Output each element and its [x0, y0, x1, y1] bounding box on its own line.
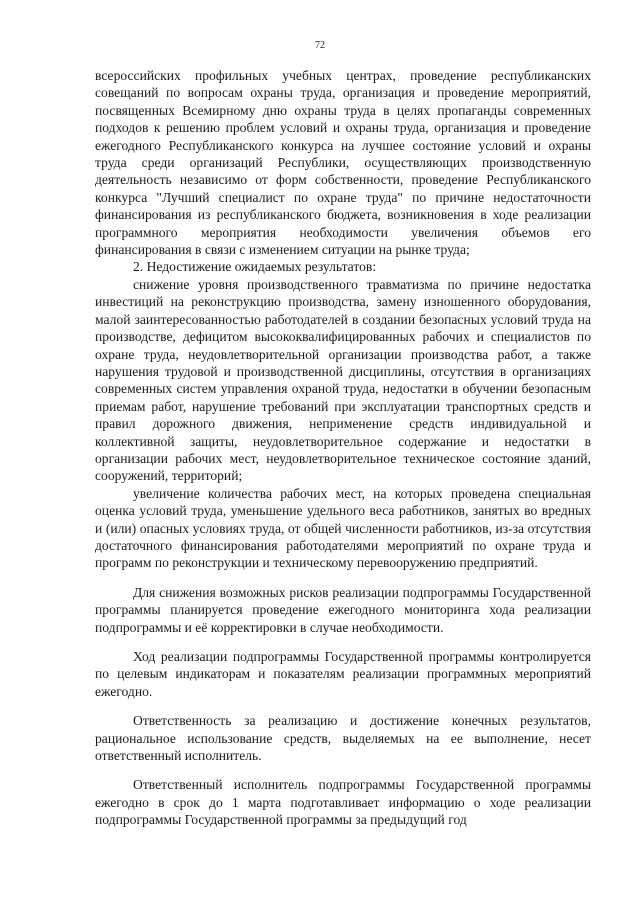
- paragraph-risk-mitigation: Для снижения возможных рисков реализации подпрограммы Государственной программы планируется проведение ежегодного мониторинга хода реализации подпрограммы и её корректировки в случае необходимости.: [95, 584, 591, 635]
- paragraph-implementation-control: Ход реализации подпрограммы Государственной программы контролируется по целевым индикаторам и показателям реализации программных мероприятий ежегодно.: [95, 649, 591, 699]
- paragraph-reporting: Ответственный исполнитель подпрограммы Государственной программы ежегодно в срок до 1 марта подготавливает информацию о ходе реализации подпрограммы Государственной программы за предыдущий год: [95, 777, 591, 828]
- document-body: [95, 67, 591, 829]
- paragraph-continued: всероссийских профильных учебных центрах, проведение республиканских совещаний по вопросам охраны труда, организация и проведение мероприятий, посвященных Всемирному дню охраны труда в целях пропаганды современных подходов к решению проблем условий и охраны труда, организация и проведение ежегодного Республиканского конкурса на лучшее состояние условий и охраны труда среди организаций Республики, осуществляющих производственную деятельность независимо от форм собственности, проведение Республиканского конкурса "Лучший специалист по охране труда" по причине недостаточности финансирования из республиканского бюджета, возникновения в ходе реализации программного мероприятия необходимости увеличения объемов его финансирования в связи с изменением ситуации на рынке труда;: [95, 68, 591, 258]
- paragraph-injury-reduction: снижение уровня производственного травматизма по причине недостатка инвестиций на реконструкцию производства, замену изношенного оборудования, малой заинтересованностью работодателей в создании безопасных условий труда на производстве, дефицитом высококвалифицированных рабочих и специалистов по охране труда, неудовлетворительной организации производства работ, а также нарушения трудовой и производственной дисциплины, отсутствия в организациях современных систем управления охраной труда, недостатки в обучении безопасным приемам работ, нарушение требований при эксплуатации транспортных средств и правил дорожного движения, неприменение средств индивидуальной и коллективной защиты, неудовлетворительное содержание и недостатки в организации рабочих мест, неудовлетворительное техническое состояние зданий, сооружений, территорий;: [95, 276, 591, 484]
- paragraph-workplace-assessment: увеличение количества рабочих мест, на которых проведена специальная оценка условий труда, уменьшение удельного веса работников, занятых во вредных и (или) опасных условиях труда, от общей численности работников, из-за отсутствия достаточного финансирования работодателями мероприятий по охране труда и программ по реконструкции и техническому перевооружению предприятий.: [95, 485, 591, 571]
- paragraph-section-heading: 2. Недостижение ожидаемых результатов:: [133, 259, 377, 275]
- page-number: 72: [315, 40, 325, 51]
- paragraph-responsibility: Ответственность за реализацию и достижение конечных результатов, рациональное использование средств, выделяемых на ее выполнение, несет ответственный исполнитель.: [95, 713, 591, 764]
